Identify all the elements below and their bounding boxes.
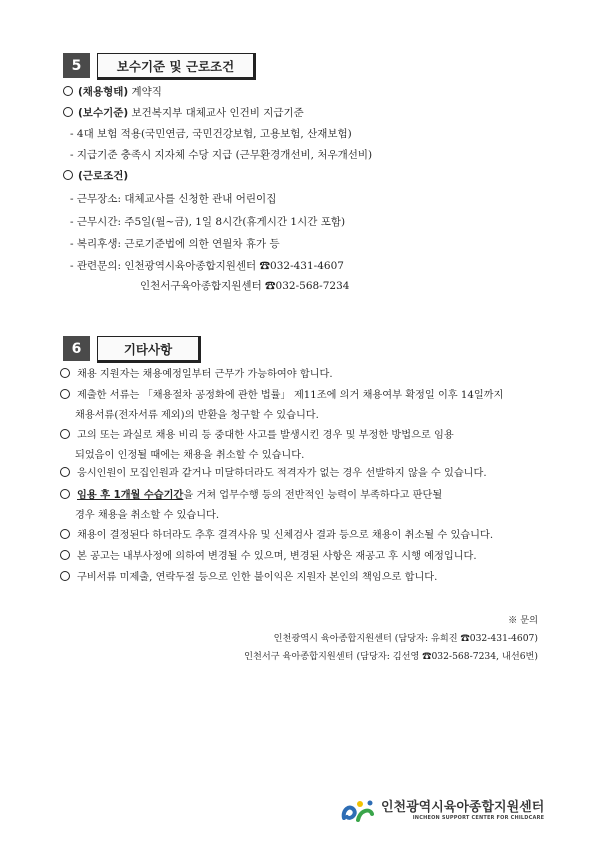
notice-item: 임용 후 1개월 수습기간을 거쳐 업무수행 등의 전반적인 능력이 부족하다고 판단될 경우 채용을 취소할 수 있습니다. xyxy=(60,486,540,526)
notice-item: 응시인원이 모집인원과 같거나 미달하더라도 적격자가 없는 경우 선발하지 않을 수 있습니다. xyxy=(60,464,540,484)
pay-item: - 지급기준 충족시 지자체 수당 지급 (근무환경개선비, 처우개선비) xyxy=(70,149,373,161)
circle-bullet-icon xyxy=(60,467,70,477)
center-logo xyxy=(340,796,544,826)
circle-bullet-icon xyxy=(60,571,70,581)
notice-item: 채용이 결정된다 하더라도 추후 결격사유 및 신체검사 결과 등으로 채용이 취소될 수 있습니다. xyxy=(60,526,540,546)
conditions-line: (근로조건) xyxy=(63,168,128,183)
circle-bullet-icon xyxy=(60,529,70,539)
contact-heading: ※ 문의 xyxy=(508,615,538,626)
condition-item: - 근무시간: 주5일(월~금), 1일 8시간(휴게시간 1시간 포함) xyxy=(70,216,346,228)
contact-line: 인천서구 육아종합지원센터 (담당자: 김선영 ☎032-568-7234, 내선6번) xyxy=(244,651,538,662)
circle-bullet-icon xyxy=(60,550,70,560)
logo-mark-icon xyxy=(340,796,376,826)
circle-bullet-icon xyxy=(60,368,70,378)
circle-bullet-icon xyxy=(60,389,70,399)
probation-emphasis: 임용 후 1개월 수습기간 xyxy=(77,490,184,501)
circle-bullet-icon xyxy=(63,107,73,117)
notice-item: 채용 지원자는 채용예정일부터 근무가 가능하여야 합니다. xyxy=(60,365,540,385)
notice-item: 구비서류 미제출, 연락두절 등으로 인한 불이익은 지원자 본인의 책임으로 합니다. xyxy=(60,568,540,588)
condition-item: - 복리후생: 근로기준법에 의한 연월차 휴가 등 xyxy=(70,238,280,250)
section-number: 6 xyxy=(63,336,90,361)
section-title: 보수기준 및 근로조건 xyxy=(97,53,256,80)
section-6-header xyxy=(63,336,201,361)
section-number: 5 xyxy=(63,53,90,78)
inquiry-item-2: 인천서구육아종합지원센터 ☎032-568-7234 xyxy=(140,280,350,292)
circle-bullet-icon xyxy=(63,170,73,180)
section-5-header xyxy=(63,53,256,78)
circle-bullet-icon xyxy=(60,489,70,499)
logo-english: INCHEON SUPPORT CENTER FOR CHILDCARE xyxy=(412,815,545,821)
circle-bullet-icon xyxy=(60,429,70,439)
logo-name: 인천광역시육아종합지원센터 xyxy=(381,800,545,815)
inquiry-item: - 관련문의: 인천광역시육아종합지원센터 ☎032-431-4607 xyxy=(70,260,344,272)
pay-standard-line: (보수기준) 보건복지부 대체교사 인건비 지급기준 xyxy=(63,105,304,120)
condition-item: - 근무장소: 대체교사를 신청한 관내 어린이집 xyxy=(70,193,277,205)
circle-bullet-icon xyxy=(63,86,73,96)
pay-item: - 4대 보험 적용(국민연금, 국민건강보험, 고용보험, 산재보험) xyxy=(70,128,352,140)
notice-item: 고의 또는 과실로 채용 비리 등 중대한 사고를 발생시킨 경우 및 부정한 방법으로 임용 되었음이 인정될 때에는 채용을 취소할 수 있습니다. xyxy=(60,426,540,466)
notice-item: 본 공고는 내부사정에 의하여 변경될 수 있으며, 변경된 사항은 재공고 후 시행 예정입니다. xyxy=(60,547,540,567)
employment-type-line: (채용형태) 계약직 xyxy=(63,84,162,99)
notice-item: 제출한 서류는 「채용절차 공정화에 관한 법률」 제11조에 의거 채용여부 확정일 이후 14일까지 채용서류(전자서류 제외)의 반환을 청구할 수 있습니다. xyxy=(60,386,540,426)
section-title: 기타사항 xyxy=(97,336,201,363)
contact-line: 인천광역시 육아종합지원센터 (담당자: 유희진 ☎032-431-4607) xyxy=(273,633,538,644)
